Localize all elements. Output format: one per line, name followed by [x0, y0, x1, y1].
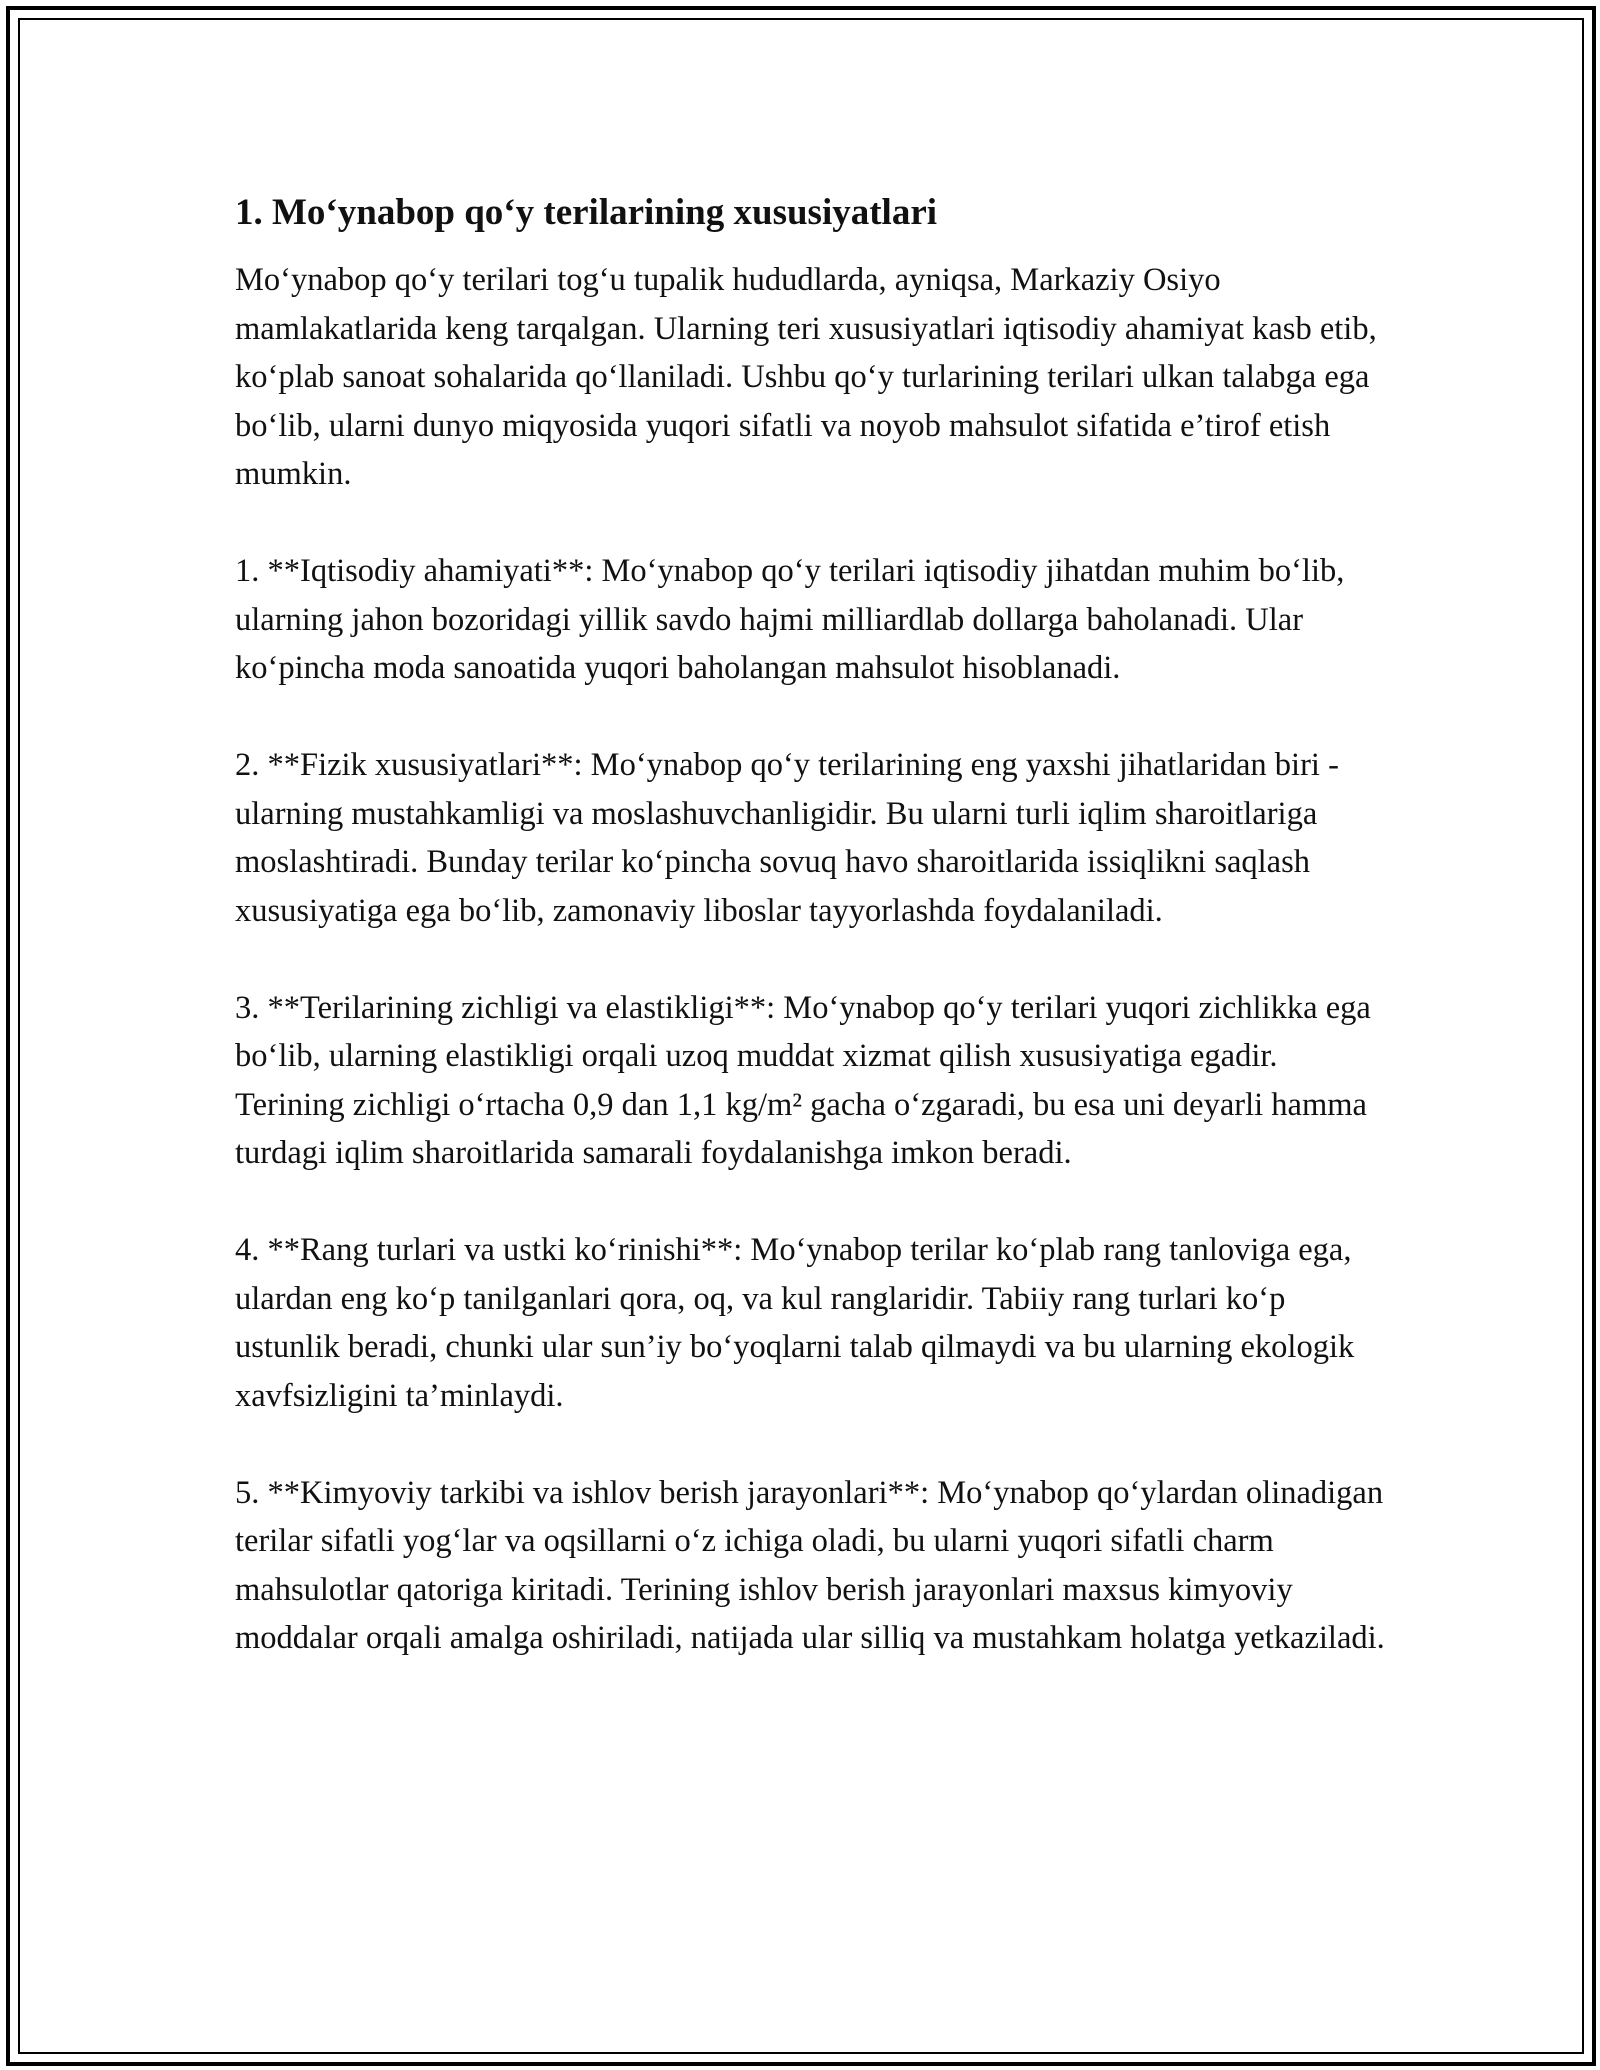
page-title: 1. Mo‘ynabop qo‘y terilarining xususiyatlari [235, 192, 938, 233]
paragraph-color-appearance: 4. **Rang turlari va ustki ko‘rinishi**: Mo‘ynabop terilar ko‘plab rang tanloviga ega, ulardan eng ko‘p tanilganlari qora, oq, va kul ranglaridir. Tabiiy rang turlari ko‘p ustunlik beradi, chunki ular sun’iy bo‘yoqlarni talab qilmaydi va bu ularning ekologik xavfsizligini ta’minlaydi. [235, 1232, 1355, 1414]
paragraph-density-elasticity: 3. **Terilarining zichligi va elastikligi**: Mo‘ynabop qo‘y terilari yuqori zichlikka ega bo‘lib, ularning elastikligi orqali uzoq muddat xizmat qilish xususiyatiga egadir. Terining zichligi o‘rtacha 0,9 dan 1,1 kg/m² gacha o‘zgaradi, bu esa uni deyarli hamma turdagi iqlim sharoitlarida samarali foydalanishga imkon beradi. [235, 989, 1371, 1171]
paragraph-economic-importance: 1. **Iqtisodiy ahamiyati**: Mo‘ynabop qo‘y terilari iqtisodiy jihatdan muhim bo‘lib, ularning jahon bozoridagi yillik savdo hajmi milliardlab dollarga baholanadi. Ular ko‘pincha moda sanoatida yuqori baholangan mahsulot hisoblanadi. [235, 553, 1345, 686]
paragraph-physical-properties: 2. **Fizik xususiyatlari**: Mo‘ynabop qo‘y terilarining eng yaxshi jihatlaridan biri - ularning mustahkamligi va moslashuvchanligidir. Bu ularni turli iqlim sharoitlariga moslashtiradi. Bunday terilar ko‘pincha sovuq havo sharoitlarida issiqlikni saqlash xususiyatiga ega bo‘lib, zamonaviy liboslar tayyorlashda foydalaniladi. [235, 747, 1339, 929]
document-body [235, 188, 1385, 1663]
paragraph-chemical-processing: 5. **Kimyoviy tarkibi va ishlov berish jarayonlari**: Mo‘ynabop qo‘ylardan olinadigan terilar sifatli yog‘lar va oqsillarni o‘z ichiga oladi, bu ularni yuqori sifatli charm mahsulotlar qatoriga kiritadi. Terining ishlov berish jarayonlari maxsus kimyoviy moddalar orqali amalga oshiriladi, natijada ular silliq va mustahkam holatga yetkaziladi. [235, 1474, 1385, 1656]
intro-paragraph: Mo‘ynabop qo‘y terilari tog‘u tupalik hududlarda, ayniqsa, Markaziy Osiyo mamlakatlarida keng tarqalgan. Ularning teri xususiyatlari iqtisodiy ahamiyat kasb etib, ko‘plab sanoat sohalarida qo‘llaniladi. Ushbu qo‘y turlarining terilari ulkan talabga ega bo‘lib, ularni dunyo miqyosida yuqori sifatli va noyob mahsulot sifatida e’tirof etish mumkin. [235, 262, 1377, 492]
